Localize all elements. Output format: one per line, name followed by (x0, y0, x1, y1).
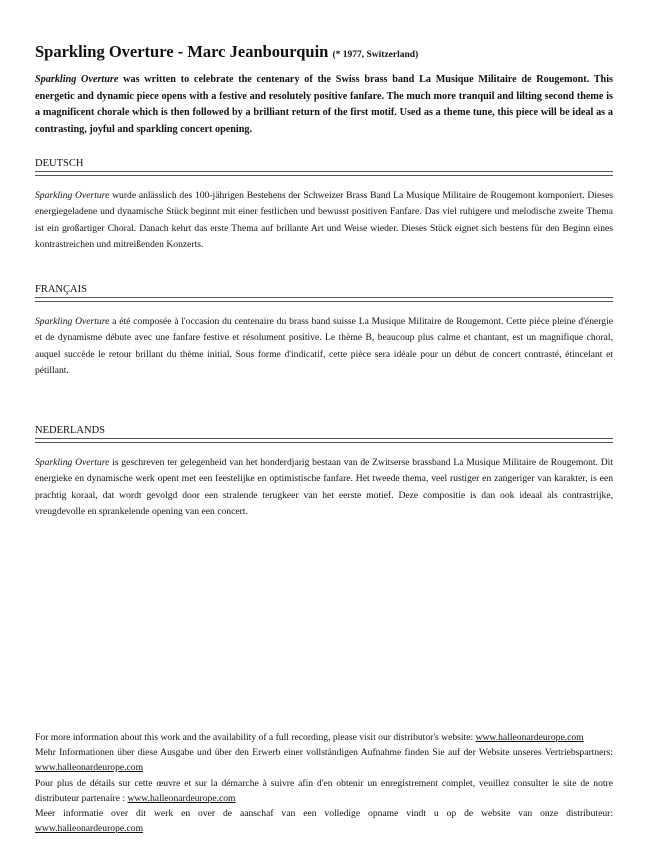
section-francais (35, 284, 613, 380)
intro-piece-title: Sparkling Overture (35, 74, 119, 85)
intro-text: was written to celebrate the centenary of the Swiss brass band La Musique Militaire de Rougemont. This energetic and dynamic piece opens with a festive and resolutely positive fanfare. The much more tranquil and lilting second theme is a magnificent chorale which is then followed by a brilliant return of the first motif. Used as a theme tune, this piece will be ideal as a contrasting, joyful and sparkling concert opening. (35, 74, 613, 135)
page-title (35, 42, 613, 62)
footer-english (35, 730, 613, 745)
distributor-link[interactable]: www.halleonardeurope.com (35, 823, 144, 835)
composer-years: (* 1977, Switzerland) (332, 50, 419, 60)
intro-paragraph (35, 72, 613, 138)
section-text: wurde anlässlich des 100-jährigen Bestehens der Schweizer Brass Band La Musique Militaire de Rougemont komponiert. Dieses energiegeladene und dynamische Stück beginnt mit einer festlichen und bewusst positiven Fanfare. Das viel ruhigere und melodische zweite Thema ist ein großartiger Choral. Danach kehrt das erste Thema auf brillante Art und Weise wieder. Dieses Stück eignet sich bestens für den Beginn eines kontrastreichen und mitreißenden Konzerts. (35, 190, 613, 251)
footer-german (35, 745, 613, 775)
footer-french (35, 776, 613, 806)
section-nederlands (35, 425, 613, 521)
section-divider (35, 301, 613, 302)
section-body-nederlands (35, 455, 613, 521)
footer-english-text: For more information about this work and the availability of a full recording, please visit our distributor's website: (35, 732, 476, 743)
section-heading-francais: FRANÇAIS (35, 284, 613, 298)
distributor-link[interactable]: www.halleonardeurope.com (35, 762, 144, 774)
section-heading-nederlands: NEDERLANDS (35, 425, 613, 439)
distributor-link[interactable]: www.halleonardeurope.com (127, 792, 236, 804)
section-divider (35, 442, 613, 443)
section-deutsch (35, 158, 613, 254)
footer-dutch-text: Meer informatie over dit werk en over de aanschaf van een volledige opname vindt u op de website van onze distributeur: (35, 808, 613, 820)
piece-title: Sparkling Overture (35, 190, 110, 201)
distributor-link[interactable]: www.halleonardeurope.com (475, 732, 584, 743)
section-text: is geschreven ter gelegenheid van het honderdjarig bestaan van de Zwitserse brassband La Musique Militaire de Rougemont. Dit energieke en dynamische werk opent met een feestelijke en optimistische fanfare. Het tweede thema, veel rustiger en zangeriger van karakter, is een prachtig koraal, dat wordt gevolgd door een stralende terugkeer van het eerste motief. Deze compositie is dan ook ideaal als contrastrijke, vreugdevolle en sprankelende opening van een concert. (35, 457, 613, 518)
piece-title: Sparkling Overture (35, 316, 110, 327)
section-heading-deutsch: DEUTSCH (35, 158, 613, 172)
footer-dutch (35, 806, 613, 836)
piece-title: Sparkling Overture (35, 457, 110, 468)
section-divider (35, 175, 613, 176)
footer-info (35, 730, 613, 836)
title-text: Sparkling Overture - Marc Jeanbourquin (35, 42, 329, 61)
section-body-deutsch (35, 188, 613, 254)
footer-french-text: Pour plus de détails sur cette œuvre et sur la démarche à suivre afin d'en obtenir un enregistrement complet, veuillez consulter le site de notre distributeur partenaire : (35, 777, 613, 804)
footer-german-text: Mehr Informationen über diese Ausgabe und über den Erwerb einer vollständigen Aufnahme finden Sie auf der Website unseres Vertriebspartners: (35, 747, 613, 759)
section-body-francais (35, 314, 613, 380)
section-text: a été composée à l'occasion du centenaire du brass band suisse La Musique Militaire de Rougemont. Cette pièce pleine d'énergie et de dynamisme débute avec une fanfare festive et résolument positive. Le thème B, beaucoup plus calme et chantant, est un magnifique choral, auquel succède le retour brillant du thème initial. Sous forme d'indicatif, cette pièce sera idéale pour un début de concert contrasté, étincelant et pétillant. (35, 316, 613, 377)
